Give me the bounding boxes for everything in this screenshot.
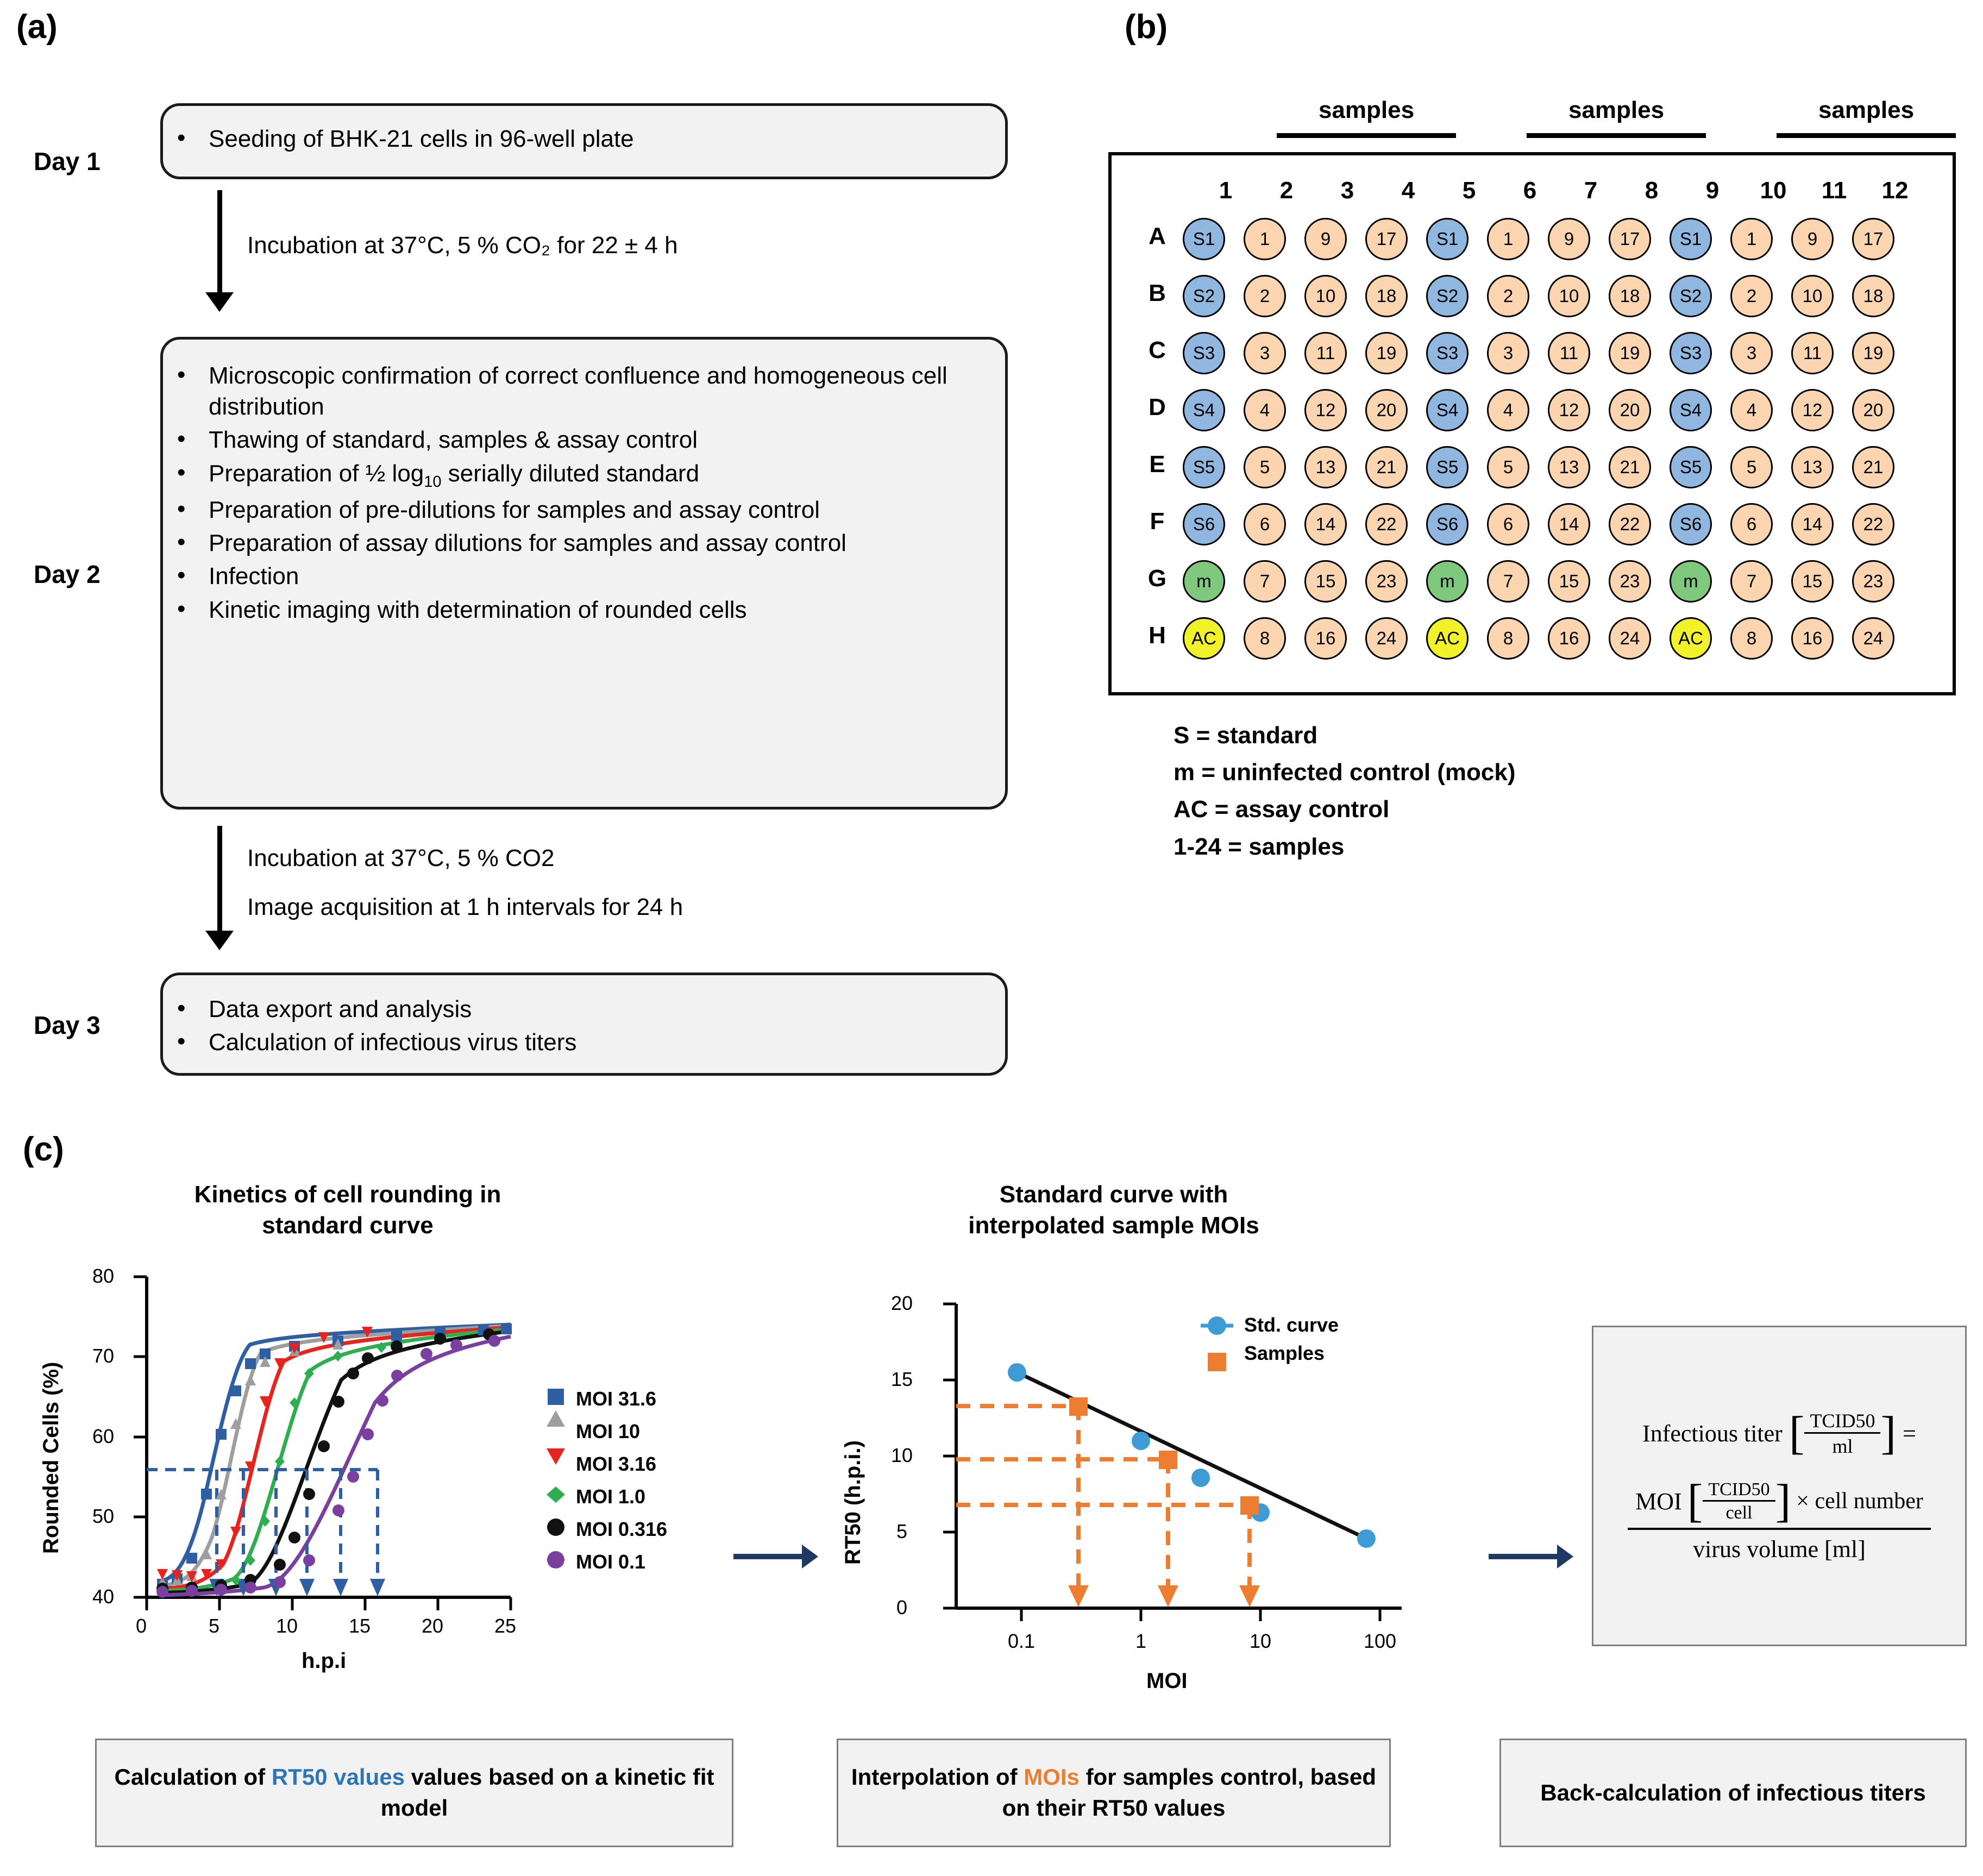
arrow-incubation-1-text: Incubation at 37°C, 5 % CO₂ for 22 ± 4 h — [247, 232, 678, 259]
well-a9[interactable]: S1 — [1670, 218, 1712, 260]
samples-header-1: samples — [1318, 97, 1415, 123]
panel-a-label: (a) — [16, 8, 58, 46]
well-a6[interactable]: 1 — [1487, 218, 1529, 260]
col-number: 10 — [1760, 177, 1787, 204]
infectious-titer-formula-box — [1592, 1326, 1967, 1646]
well-e7[interactable]: 13 — [1548, 446, 1590, 488]
well-f2[interactable]: 6 — [1244, 503, 1286, 545]
row-letter: B — [1149, 280, 1166, 306]
chart2-xlabel: MOI — [1146, 1669, 1188, 1693]
well-h12[interactable]: 24 — [1852, 617, 1894, 660]
chart1-xlabel: h.p.i — [302, 1649, 347, 1673]
caption-box-rt50 — [95, 1739, 733, 1847]
well-b2[interactable]: 2 — [1244, 275, 1286, 317]
well-c2[interactable]: 3 — [1244, 332, 1286, 374]
well-d12[interactable]: 20 — [1852, 389, 1894, 431]
row-letter: H — [1149, 622, 1166, 649]
samples-bar-3 — [1777, 133, 1956, 138]
well-f12[interactable]: 22 — [1852, 503, 1894, 545]
day-2-label: Day 2 — [34, 560, 101, 588]
row-letter: C — [1149, 337, 1166, 363]
samples-bar-2 — [1527, 133, 1706, 138]
well-g1[interactable]: m — [1183, 560, 1225, 603]
chart1-ytick-50: 50 — [92, 1505, 115, 1527]
chart1-xtick-25: 25 — [494, 1615, 517, 1637]
panel-c-label: (c) — [23, 1131, 64, 1168]
arrow-incubation-2-text-line2: Image acquisition at 1 h intervals for 24 h — [247, 894, 683, 920]
formula-cell-number: × cell number — [1796, 1489, 1923, 1514]
well-f6[interactable]: 6 — [1487, 503, 1529, 545]
well-c9[interactable]: S3 — [1670, 332, 1712, 374]
well-d3[interactable]: 12 — [1304, 389, 1347, 431]
flow-box-day1 — [160, 103, 1008, 179]
well-c7[interactable]: 11 — [1548, 332, 1590, 374]
chart2-ytick-5: 5 — [896, 1520, 908, 1542]
flow-item: • Thawing of standard, samples & assay control — [163, 424, 983, 455]
well-g7[interactable]: 15 — [1548, 560, 1590, 603]
chart2-ytick-20: 20 — [890, 1292, 913, 1314]
well-a1[interactable]: S1 — [1183, 218, 1225, 260]
well-c10[interactable]: 3 — [1730, 332, 1773, 374]
day-3-label: Day 3 — [34, 1011, 101, 1039]
flow-item: • Infection — [163, 561, 983, 592]
formula-virus-volume: virus volume [ml] — [1693, 1535, 1866, 1563]
well-c4[interactable]: 19 — [1365, 332, 1408, 374]
chart1-legend-moi-1-0: MOI 1.0 — [576, 1485, 646, 1508]
well-f8[interactable]: 22 — [1609, 503, 1651, 545]
well-e8[interactable]: 21 — [1609, 446, 1651, 488]
flow-arrow-1 — [733, 1554, 804, 1559]
chart1-xtick-20: 20 — [421, 1615, 444, 1637]
well-c8[interactable]: 19 — [1609, 332, 1651, 374]
well-e5[interactable]: S5 — [1426, 446, 1469, 488]
panel-c — [0, 1119, 1983, 1874]
well-f10[interactable]: 6 — [1730, 503, 1773, 545]
chart2-xtick-0-1: 0.1 — [1007, 1630, 1036, 1652]
well-b5[interactable]: S2 — [1426, 275, 1469, 317]
well-c5[interactable]: S3 — [1426, 332, 1469, 374]
well-h9[interactable]: AC — [1670, 617, 1712, 660]
well-b3[interactable]: 10 — [1304, 275, 1347, 317]
col-number: 2 — [1279, 177, 1294, 204]
well-d7[interactable]: 12 — [1548, 389, 1590, 431]
well-f5[interactable]: S6 — [1426, 503, 1469, 545]
well-f1[interactable]: S6 — [1183, 503, 1225, 545]
well-c12[interactable]: 19 — [1852, 332, 1894, 374]
well-d6[interactable]: 4 — [1487, 389, 1529, 431]
day-1-label: Day 1 — [34, 147, 101, 175]
well-e3[interactable]: 13 — [1304, 446, 1347, 488]
flow-item: • Preparation of ½ $\log_{10}$ serially diluted standard — [163, 458, 983, 493]
well-d10[interactable]: 4 — [1730, 389, 1773, 431]
well-b1[interactable]: S2 — [1183, 275, 1225, 317]
chart1-xtick-0: 0 — [135, 1615, 147, 1637]
col-number: 12 — [1881, 177, 1909, 204]
well-d11[interactable]: 12 — [1791, 389, 1834, 431]
formula-bracket-2: [ $\frac{\text{TCID50}}{\text{cell}}$ ] — [1687, 1475, 1791, 1527]
flow-box-day3 — [160, 972, 1008, 1076]
well-d9[interactable]: S4 — [1670, 389, 1712, 431]
well-e12[interactable]: 21 — [1852, 446, 1894, 488]
chart1-xtick-5: 5 — [208, 1615, 220, 1637]
well-h8[interactable]: 24 — [1609, 617, 1651, 660]
chart1-legend-moi-31-6: MOI 31.6 — [576, 1388, 657, 1410]
well-d1[interactable]: S4 — [1183, 389, 1225, 431]
formula-bracket-1: [ $\frac{\text{TCID50}}{ml}$ ] — [1789, 1407, 1897, 1459]
flow-item: • Preparation of pre-dilutions for samples and assay control — [163, 494, 983, 525]
flow-item: • Seeding of BHK-21 cells in 96-well plate — [163, 123, 1005, 154]
chart2-ytick-0: 0 — [896, 1596, 908, 1618]
well-f7[interactable]: 14 — [1548, 503, 1590, 545]
well-f3[interactable]: 14 — [1304, 503, 1347, 545]
legend-line: S = standard — [1174, 722, 1318, 749]
chart1-legend-moi-3-16: MOI 3.16 — [576, 1453, 657, 1475]
legend-line: 1-24 = samples — [1174, 833, 1345, 860]
row-letter: A — [1149, 223, 1166, 249]
well-c1[interactable]: S3 — [1183, 332, 1225, 374]
col-number: 1 — [1219, 177, 1233, 204]
col-number: 3 — [1340, 177, 1354, 204]
samples-bar-1 — [1277, 133, 1456, 138]
well-g11[interactable]: 15 — [1791, 560, 1834, 603]
flow-item: • Microscopic confirmation of correct confluence and homogeneous cell distribution — [163, 360, 983, 422]
panel-a — [0, 0, 1081, 1108]
chart1-legend-moi-10: MOI 10 — [576, 1420, 641, 1442]
col-number: 7 — [1584, 177, 1598, 204]
well-d4[interactable]: 20 — [1365, 389, 1408, 431]
chart2-ytick-10: 10 — [890, 1444, 913, 1466]
well-e2[interactable]: 5 — [1244, 446, 1286, 488]
flow-item: • Data export and analysis — [163, 994, 1005, 1025]
well-a3[interactable]: 9 — [1304, 218, 1347, 260]
well-a4[interactable]: 17 — [1365, 218, 1408, 260]
well-a11[interactable]: 9 — [1791, 218, 1834, 260]
col-number: 5 — [1462, 177, 1476, 204]
well-a2[interactable]: 1 — [1244, 218, 1286, 260]
well-e11[interactable]: 13 — [1791, 446, 1834, 488]
col-number: 8 — [1645, 177, 1659, 204]
formula-ml: ml — [1832, 1435, 1853, 1457]
flow-item: • Preparation of assay dilutions for samples and assay control — [163, 528, 983, 559]
well-e6[interactable]: 5 — [1487, 446, 1529, 488]
well-g12[interactable]: 23 — [1852, 560, 1894, 603]
well-a10[interactable]: 1 — [1730, 218, 1773, 260]
well-b9[interactable]: S2 — [1670, 275, 1712, 317]
well-g3[interactable]: 15 — [1304, 560, 1347, 603]
chart1-legend-moi-0-316: MOI 0.316 — [576, 1518, 668, 1540]
well-h10[interactable]: 8 — [1730, 617, 1773, 660]
arrow-incubation-2-text-line1: Incubation at 37°C, 5 % CO2 — [247, 845, 555, 871]
chart1-ytick-70: 70 — [92, 1345, 115, 1367]
well-g8[interactable]: 23 — [1609, 560, 1651, 603]
caption-box-moi — [837, 1739, 1391, 1847]
formula-label-titer: Infectious titer — [1642, 1420, 1783, 1447]
formula-label-moi: MOI — [1635, 1488, 1682, 1515]
row-letter: F — [1150, 508, 1165, 535]
well-b8[interactable]: 18 — [1609, 275, 1651, 317]
row-letter: G — [1147, 565, 1167, 592]
caption-1-pre: Calculation of — [114, 1764, 272, 1790]
caption-1-highlight: RT50 values — [271, 1764, 405, 1790]
chart1-ytick-80: 80 — [92, 1265, 115, 1287]
col-number: 4 — [1401, 177, 1415, 204]
well-h7[interactable]: 16 — [1548, 617, 1590, 660]
well-f9[interactable]: S6 — [1670, 503, 1712, 545]
well-h2[interactable]: 8 — [1244, 617, 1286, 660]
chart1-legend-moi-0-1: MOI 0.1 — [576, 1551, 646, 1573]
chart-2-title: Standard curve with interpolated sample MOIs — [968, 1181, 1259, 1239]
well-b10[interactable]: 2 — [1730, 275, 1773, 317]
caption-box-backcalc — [1499, 1739, 1967, 1847]
well-c11[interactable]: 11 — [1791, 332, 1834, 374]
well-d8[interactable]: 20 — [1609, 389, 1651, 431]
well-e9[interactable]: S5 — [1670, 446, 1712, 488]
well-b11[interactable]: 10 — [1791, 275, 1834, 317]
col-number: 9 — [1705, 177, 1720, 204]
well-b6[interactable]: 2 — [1487, 275, 1529, 317]
panel-b-label: (b) — [1125, 8, 1168, 46]
well-a8[interactable]: 17 — [1609, 218, 1651, 260]
well-h4[interactable]: 24 — [1365, 617, 1408, 660]
well-a7[interactable]: 9 — [1548, 218, 1590, 260]
chart2-ylabel: RT50 (h.p.i.) — [841, 1440, 865, 1565]
well-a5[interactable]: S1 — [1426, 218, 1469, 260]
chart2-xtick-100: 100 — [1363, 1630, 1397, 1652]
flow-arrow-2 — [1489, 1554, 1559, 1559]
row-letter: D — [1149, 394, 1166, 421]
well-g5[interactable]: m — [1426, 560, 1469, 603]
chart1-ytick-60: 60 — [92, 1425, 115, 1447]
col-number: 6 — [1523, 177, 1537, 204]
well-b4[interactable]: 18 — [1365, 275, 1408, 317]
well-g4[interactable]: 23 — [1365, 560, 1408, 603]
well-d5[interactable]: S4 — [1426, 389, 1469, 431]
chart1-xtick-10: 10 — [275, 1615, 298, 1637]
chart2-xtick-1: 1 — [1135, 1630, 1147, 1652]
chart2-ytick-15: 15 — [890, 1368, 913, 1390]
well-e4[interactable]: 21 — [1365, 446, 1408, 488]
well-h3[interactable]: 16 — [1304, 617, 1347, 660]
samples-header-3: samples — [1818, 97, 1915, 123]
caption-1-post: values based on a kinetic fit model — [380, 1764, 714, 1821]
formula-tcid50-2: TCID50 — [1703, 1479, 1775, 1502]
formula-tcid50-1: TCID50 — [1804, 1409, 1880, 1434]
well-g9[interactable]: m — [1670, 560, 1712, 603]
formula-cell: cell — [1725, 1502, 1753, 1523]
well-e1[interactable]: S5 — [1183, 446, 1225, 488]
chart2-legend-std-curve: Std. curve — [1244, 1314, 1339, 1336]
chart-1-title: Kinetics of cell rounding in standard curve — [194, 1181, 501, 1239]
well-g6[interactable]: 7 — [1487, 560, 1529, 603]
caption-3-text: Back-calculation of infectious titers — [1540, 1779, 1926, 1805]
chart2-legend-samples: Samples — [1244, 1342, 1325, 1364]
well-b12[interactable]: 18 — [1852, 275, 1894, 317]
well-h6[interactable]: 8 — [1487, 617, 1529, 660]
samples-header-2: samples — [1568, 97, 1665, 123]
flow-item: • Calculation of infectious virus titers — [163, 1027, 1005, 1058]
chart2-xtick-10: 10 — [1249, 1630, 1272, 1652]
legend-line: m = uninfected control (mock) — [1174, 759, 1516, 786]
legend-line: AC = assay control — [1174, 796, 1390, 823]
panel-b — [1097, 0, 1983, 951]
well-h5[interactable]: AC — [1426, 617, 1469, 660]
well-f11[interactable]: 14 — [1791, 503, 1834, 545]
flow-box-day2 — [160, 337, 1008, 810]
caption-2-post: for samples control, based on their RT50 values — [1002, 1764, 1377, 1821]
chart1-xtick-15: 15 — [348, 1615, 371, 1637]
row-letter: E — [1149, 451, 1165, 478]
well-c3[interactable]: 11 — [1304, 332, 1347, 374]
plate-legend — [1174, 717, 1516, 865]
well-b7[interactable]: 10 — [1548, 275, 1590, 317]
col-number: 11 — [1821, 177, 1847, 204]
well-h11[interactable]: 16 — [1791, 617, 1834, 660]
flow-item: • Kinetic imaging with determination of rounded cells — [163, 594, 983, 625]
well-e10[interactable]: 5 — [1730, 446, 1773, 488]
well-g10[interactable]: 7 — [1730, 560, 1773, 603]
well-d2[interactable]: 4 — [1244, 389, 1286, 431]
plate-96-well — [1108, 152, 1956, 695]
caption-2-highlight: MOIs — [1024, 1764, 1080, 1790]
well-f4[interactable]: 22 — [1365, 503, 1408, 545]
well-c6[interactable]: 3 — [1487, 332, 1529, 374]
chart1-ytick-40: 40 — [92, 1585, 115, 1608]
chart1-ylabel: Rounded Cells (%) — [39, 1361, 63, 1554]
formula-equals: = — [1903, 1420, 1916, 1447]
well-a12[interactable]: 17 — [1852, 218, 1894, 260]
well-g2[interactable]: 7 — [1244, 560, 1286, 603]
well-h1[interactable]: AC — [1183, 617, 1225, 660]
caption-2-pre: Interpolation of — [851, 1764, 1024, 1790]
